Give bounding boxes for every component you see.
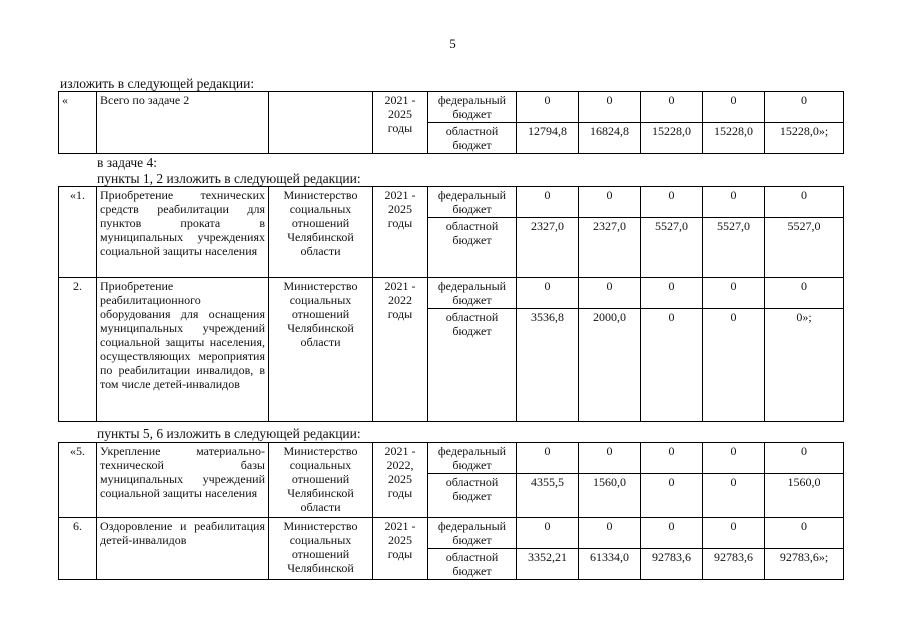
amount-cell: 0 bbox=[517, 278, 579, 309]
amount-cell: 0 bbox=[579, 187, 641, 218]
amount-cell: 12794,8 bbox=[517, 123, 579, 154]
task4-points56-table bbox=[58, 442, 844, 580]
amount-cell: 0 bbox=[517, 443, 579, 474]
funding-source: федеральный бюджет bbox=[428, 518, 517, 549]
amount-cell: 0 bbox=[765, 187, 844, 218]
row-mark: « bbox=[59, 92, 97, 154]
amount-cell: 0 bbox=[641, 309, 703, 422]
amount-cell: 1560,0 bbox=[579, 474, 641, 518]
row-name: Всего по задаче 2 bbox=[97, 92, 269, 154]
row-years: 2021 - 2025 годы bbox=[373, 187, 428, 278]
row-name: Оздоровление и реабилитация детей-инвалидов bbox=[97, 518, 269, 580]
row-name: Приобретение реабилитационного оборудования для оснащения муниципальных учреждений социальной защиты населения, осуществляющих мероприятия по реабилитации инвалидов, в том числе детей-инвалидов bbox=[97, 278, 269, 422]
amount-cell: 15228,0»; bbox=[765, 123, 844, 154]
funding-source: федеральный бюджет bbox=[428, 92, 517, 123]
row-executor: Министерство социальных отношений Челябинской области bbox=[269, 443, 373, 518]
amount-cell: 0 bbox=[579, 443, 641, 474]
funding-source: областной бюджет bbox=[428, 123, 517, 154]
amount-cell: 3536,8 bbox=[517, 309, 579, 422]
amount-cell: 2327,0 bbox=[579, 218, 641, 278]
amount-cell: 2000,0 bbox=[579, 309, 641, 422]
amount-cell: 0 bbox=[641, 278, 703, 309]
amount-cell: 0 bbox=[765, 92, 844, 123]
page-number: 5 bbox=[449, 36, 456, 51]
row-number: «5. bbox=[59, 443, 97, 518]
row-years: 2021 - 2022, 2025 годы bbox=[373, 443, 428, 518]
row-number: 2. bbox=[59, 278, 97, 422]
funding-source: областной бюджет bbox=[428, 309, 517, 422]
amount-cell: 0 bbox=[641, 92, 703, 123]
amount-cell: 0 bbox=[579, 518, 641, 549]
amount-cell: 5527,0 bbox=[703, 218, 765, 278]
funding-source: областной бюджет bbox=[428, 218, 517, 278]
amount-cell: 61334,0 bbox=[579, 549, 641, 580]
funding-source: областной бюджет bbox=[428, 549, 517, 580]
amount-cell: 0 bbox=[579, 278, 641, 309]
intro-line: изложить в следующей редакции: bbox=[60, 76, 255, 91]
amount-cell: 5527,0 bbox=[641, 218, 703, 278]
points56-line: пункты 5, 6 изложить в следующей редакции: bbox=[97, 426, 361, 441]
amount-cell: 0 bbox=[641, 187, 703, 218]
amount-cell: 5527,0 bbox=[765, 218, 844, 278]
task4-points12-table bbox=[58, 186, 844, 422]
amount-cell: 0 bbox=[703, 92, 765, 123]
amount-cell: 0 bbox=[517, 518, 579, 549]
task2-total-table bbox=[58, 91, 844, 154]
amount-cell: 0 bbox=[703, 278, 765, 309]
amount-cell: 0 bbox=[641, 474, 703, 518]
row-number: 6. bbox=[59, 518, 97, 580]
amount-cell: 0 bbox=[517, 92, 579, 123]
amount-cell: 0 bbox=[703, 518, 765, 549]
row-years: 2021 - 2022 годы bbox=[373, 278, 428, 422]
row-name: Укрепление материально-технической базы муниципальных учреждений социальной защиты населения bbox=[97, 443, 269, 518]
amount-cell: 3352,21 bbox=[517, 549, 579, 580]
amount-cell: 2327,0 bbox=[517, 218, 579, 278]
funding-source: федеральный бюджет bbox=[428, 443, 517, 474]
amount-cell: 1560,0 bbox=[765, 474, 844, 518]
amount-cell: 0»; bbox=[765, 309, 844, 422]
amount-cell: 15228,0 bbox=[703, 123, 765, 154]
amount-cell: 92783,6 bbox=[703, 549, 765, 580]
row-years: 2021 - 2025 годы bbox=[373, 518, 428, 580]
amount-cell: 0 bbox=[765, 518, 844, 549]
row-executor: Министерство социальных отношений Челябинской области bbox=[269, 187, 373, 278]
row-years: 2021 - 2025 годы bbox=[373, 92, 428, 154]
amount-cell: 0 bbox=[517, 187, 579, 218]
amount-cell: 0 bbox=[641, 443, 703, 474]
amount-cell: 4355,5 bbox=[517, 474, 579, 518]
row-number: «1. bbox=[59, 187, 97, 278]
amount-cell: 92783,6»; bbox=[765, 549, 844, 580]
task4-line: в задаче 4: bbox=[97, 155, 158, 170]
amount-cell: 15228,0 bbox=[641, 123, 703, 154]
row-executor: Министерство социальных отношений Челябинской области bbox=[269, 278, 373, 422]
points12-line: пункты 1, 2 изложить в следующей редакции: bbox=[97, 171, 361, 186]
amount-cell: 0 bbox=[579, 92, 641, 123]
amount-cell: 0 bbox=[703, 187, 765, 218]
row-executor bbox=[269, 92, 373, 154]
amount-cell: 92783,6 bbox=[641, 549, 703, 580]
amount-cell: 0 bbox=[641, 518, 703, 549]
row-executor: Министерство социальных отношений Челябинской bbox=[269, 518, 373, 580]
amount-cell: 0 bbox=[703, 443, 765, 474]
funding-source: областной бюджет bbox=[428, 474, 517, 518]
amount-cell: 0 bbox=[765, 278, 844, 309]
funding-source: федеральный бюджет bbox=[428, 278, 517, 309]
amount-cell: 0 bbox=[703, 309, 765, 422]
amount-cell: 0 bbox=[765, 443, 844, 474]
amount-cell: 0 bbox=[703, 474, 765, 518]
amount-cell: 16824,8 bbox=[579, 123, 641, 154]
funding-source: федеральный бюджет bbox=[428, 187, 517, 218]
row-name: Приобретение технических средств реабилитации для пунктов проката в муниципальных учреждениях социальной защиты населения bbox=[97, 187, 269, 278]
